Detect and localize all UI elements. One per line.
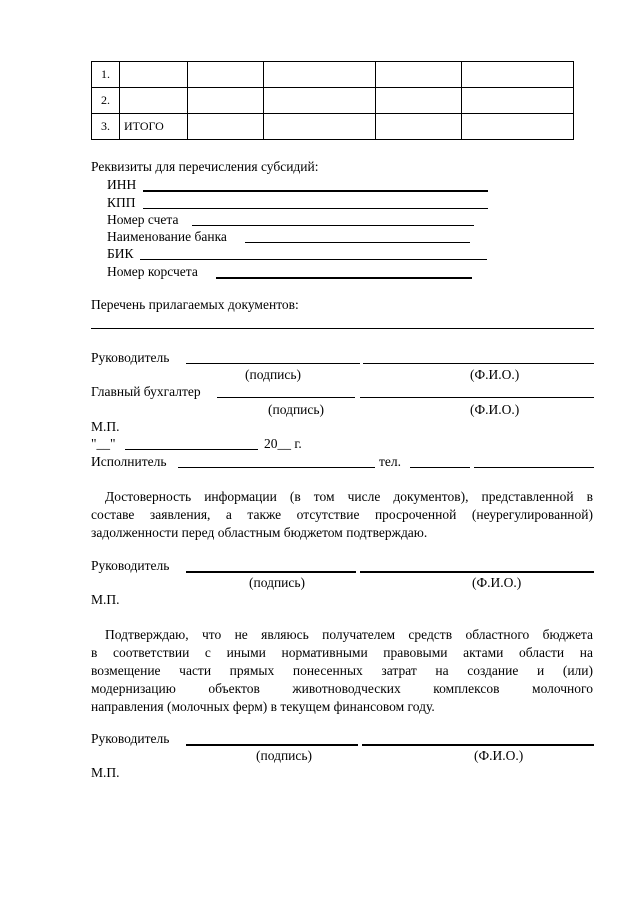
row-number: 2.: [92, 88, 120, 114]
table-cell: [188, 88, 264, 114]
confirmation-line-1: Подтверждаю, что не являюсь получателем средств областного бюджета: [105, 627, 593, 642]
date-year: 20__ г.: [264, 436, 302, 451]
confirmation-line-3: возмещение части прямых понесенных затрат на создание и (или): [91, 663, 593, 678]
corr-label: Номер корсчета: [107, 264, 198, 279]
account-label: Номер счета: [107, 212, 179, 227]
bank-field-line: [245, 242, 470, 243]
table-cell: [264, 88, 376, 114]
table-row: [92, 114, 574, 140]
kpp-field-line: [143, 208, 488, 209]
subsidy-table: [91, 61, 574, 140]
executor-field-line: [178, 467, 375, 468]
head-signature-line: [186, 744, 358, 746]
accountant-fio-line: [360, 397, 594, 398]
signature-caption: (подпись): [268, 402, 325, 417]
stamp-label: М.П.: [91, 765, 120, 780]
reliability-line-3: задолженности перед областным бюджетом подтверждаю.: [91, 525, 428, 540]
phone-field-line: [410, 467, 470, 468]
fio-caption: (Ф.И.О.): [470, 402, 520, 417]
inn-label: ИНН: [107, 177, 137, 192]
table-cell: [376, 62, 462, 88]
head-label: Руководитель: [91, 350, 170, 365]
date-quote: "__": [91, 436, 116, 451]
confirmation-line-2: в соответствии с иными нормативными правовыми актами области на: [91, 645, 593, 660]
fio-caption: (Ф.И.О.): [472, 575, 522, 590]
head-fio-line: [360, 571, 594, 573]
documents-heading: Перечень прилагаемых документов:: [91, 297, 299, 312]
bank-label: Наименование банка: [107, 229, 227, 244]
requisites-heading: Реквизиты для перечисления субсидий:: [91, 159, 319, 174]
table-cell: [376, 88, 462, 114]
table-cell: [462, 114, 574, 140]
table-row: [92, 88, 574, 114]
head-signature-line: [186, 363, 360, 364]
signature-caption: (подпись): [249, 575, 306, 590]
head-label: Руководитель: [91, 731, 170, 746]
row-number: 3.: [92, 114, 120, 140]
signature-caption: (подпись): [256, 748, 313, 763]
row-label: [120, 88, 188, 114]
fio-caption: (Ф.И.О.): [470, 367, 520, 382]
table-cell: [462, 88, 574, 114]
executor-label: Исполнитель: [91, 454, 167, 469]
table-cell: [188, 114, 264, 140]
confirmation-line-5: направления (молочных ферм) в текущем финансовом году.: [91, 699, 435, 714]
phone-field-line-2: [474, 467, 594, 468]
head-label: Руководитель: [91, 558, 170, 573]
date-month-line: [125, 449, 258, 450]
table-cell: [462, 62, 574, 88]
head-fio-line: [363, 363, 594, 364]
fio-caption: (Ф.И.О.): [474, 748, 524, 763]
signature-caption: (подпись): [245, 367, 302, 382]
table-cell: [264, 62, 376, 88]
bik-field-line: [140, 259, 487, 260]
confirmation-line-4: модернизацию объектов животноводческих комплексов молочного: [91, 681, 593, 696]
kpp-label: КПП: [107, 195, 136, 210]
table-cell: [376, 114, 462, 140]
row-number: 1.: [92, 62, 120, 88]
inn-field-line: [143, 190, 488, 192]
corr-field-line: [216, 277, 472, 279]
row-label: [120, 62, 188, 88]
table-cell: [264, 114, 376, 140]
table-row: [92, 62, 574, 88]
reliability-line-1: Достоверность информации (в том числе документов), представленной в: [105, 489, 593, 504]
stamp-label: М.П.: [91, 592, 120, 607]
bik-label: БИК: [107, 246, 134, 261]
reliability-line-2: составе заявления, а также отсутствие просроченной (неурегулированной): [91, 507, 593, 522]
documents-field-line: [91, 328, 594, 329]
row-label: ИТОГО: [120, 114, 188, 140]
accountant-signature-line: [217, 397, 355, 398]
phone-label: тел.: [379, 454, 402, 469]
table-cell: [188, 62, 264, 88]
head-signature-line: [186, 571, 356, 573]
accountant-label: Главный бухгалтер: [91, 384, 201, 399]
account-field-line: [192, 225, 474, 226]
stamp-label: М.П.: [91, 419, 120, 434]
head-fio-line: [362, 744, 594, 746]
